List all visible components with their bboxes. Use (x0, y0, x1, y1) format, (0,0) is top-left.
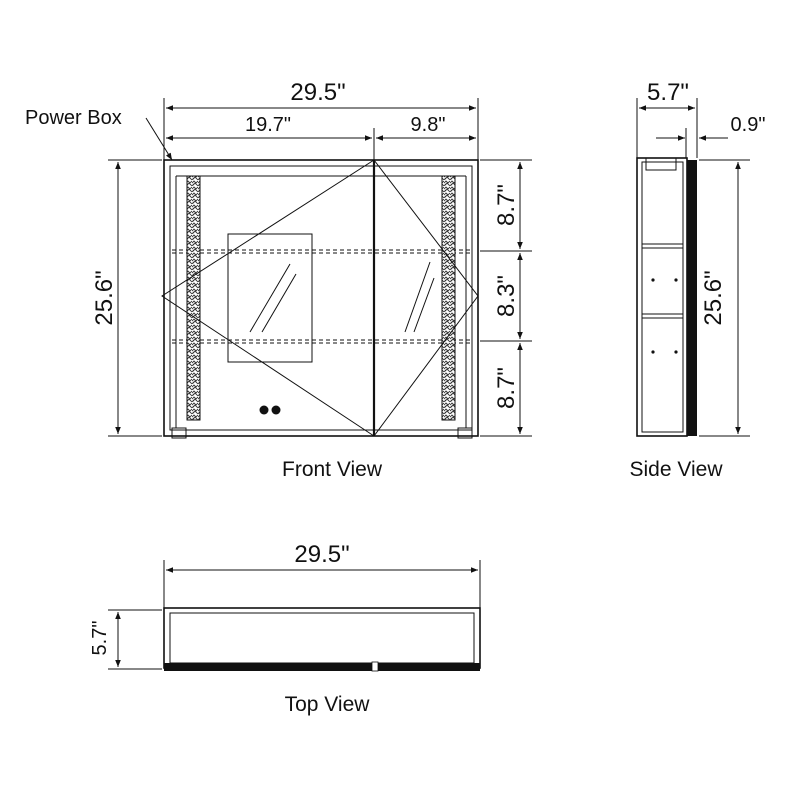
top-depth-label: 5.7" (89, 620, 111, 656)
side-depth-dimension (637, 79, 697, 158)
front-width-label: 29.5" (290, 79, 346, 106)
side-view-caption: Side View (629, 458, 723, 481)
top-depth-dimension (89, 610, 162, 669)
side-lip-label: 0.9" (730, 114, 766, 136)
top-width-label: 29.5" (294, 541, 350, 568)
led-strip-right (442, 176, 455, 420)
cabinet-front (162, 160, 478, 438)
led-strip-left (187, 176, 200, 420)
right-door-width-label: 9.8" (410, 114, 446, 136)
cabinet-top (164, 608, 480, 671)
front-height-label: 25.6" (91, 270, 118, 326)
side-view (629, 79, 765, 481)
left-door-width-label: 19.7" (244, 114, 292, 136)
front-view-caption: Front View (282, 458, 382, 481)
shelf-middle-label: 8.3" (493, 275, 520, 317)
side-height-dimension (699, 160, 750, 436)
touch-switch-icon (260, 406, 269, 415)
front-height-dimension (91, 160, 162, 436)
top-view (89, 541, 480, 716)
door-split-dimension (166, 114, 476, 160)
side-lip-dimension (656, 114, 765, 158)
side-height-label: 25.6" (700, 270, 727, 326)
door-swing-lines (162, 160, 478, 436)
front-view (25, 79, 532, 481)
side-depth-label: 5.7" (647, 79, 689, 106)
power-box-callout (25, 107, 172, 160)
top-width-dimension (164, 541, 480, 608)
top-view-caption: Top View (284, 693, 370, 716)
power-box-label: Power Box (25, 107, 122, 129)
touch-switch-icon (272, 406, 281, 415)
shelf-bottom-label: 8.7" (493, 367, 520, 409)
shelf-top-label: 8.7" (493, 184, 520, 226)
shelf-spacing-dimensions (480, 160, 532, 436)
cabinet-side (637, 158, 697, 436)
